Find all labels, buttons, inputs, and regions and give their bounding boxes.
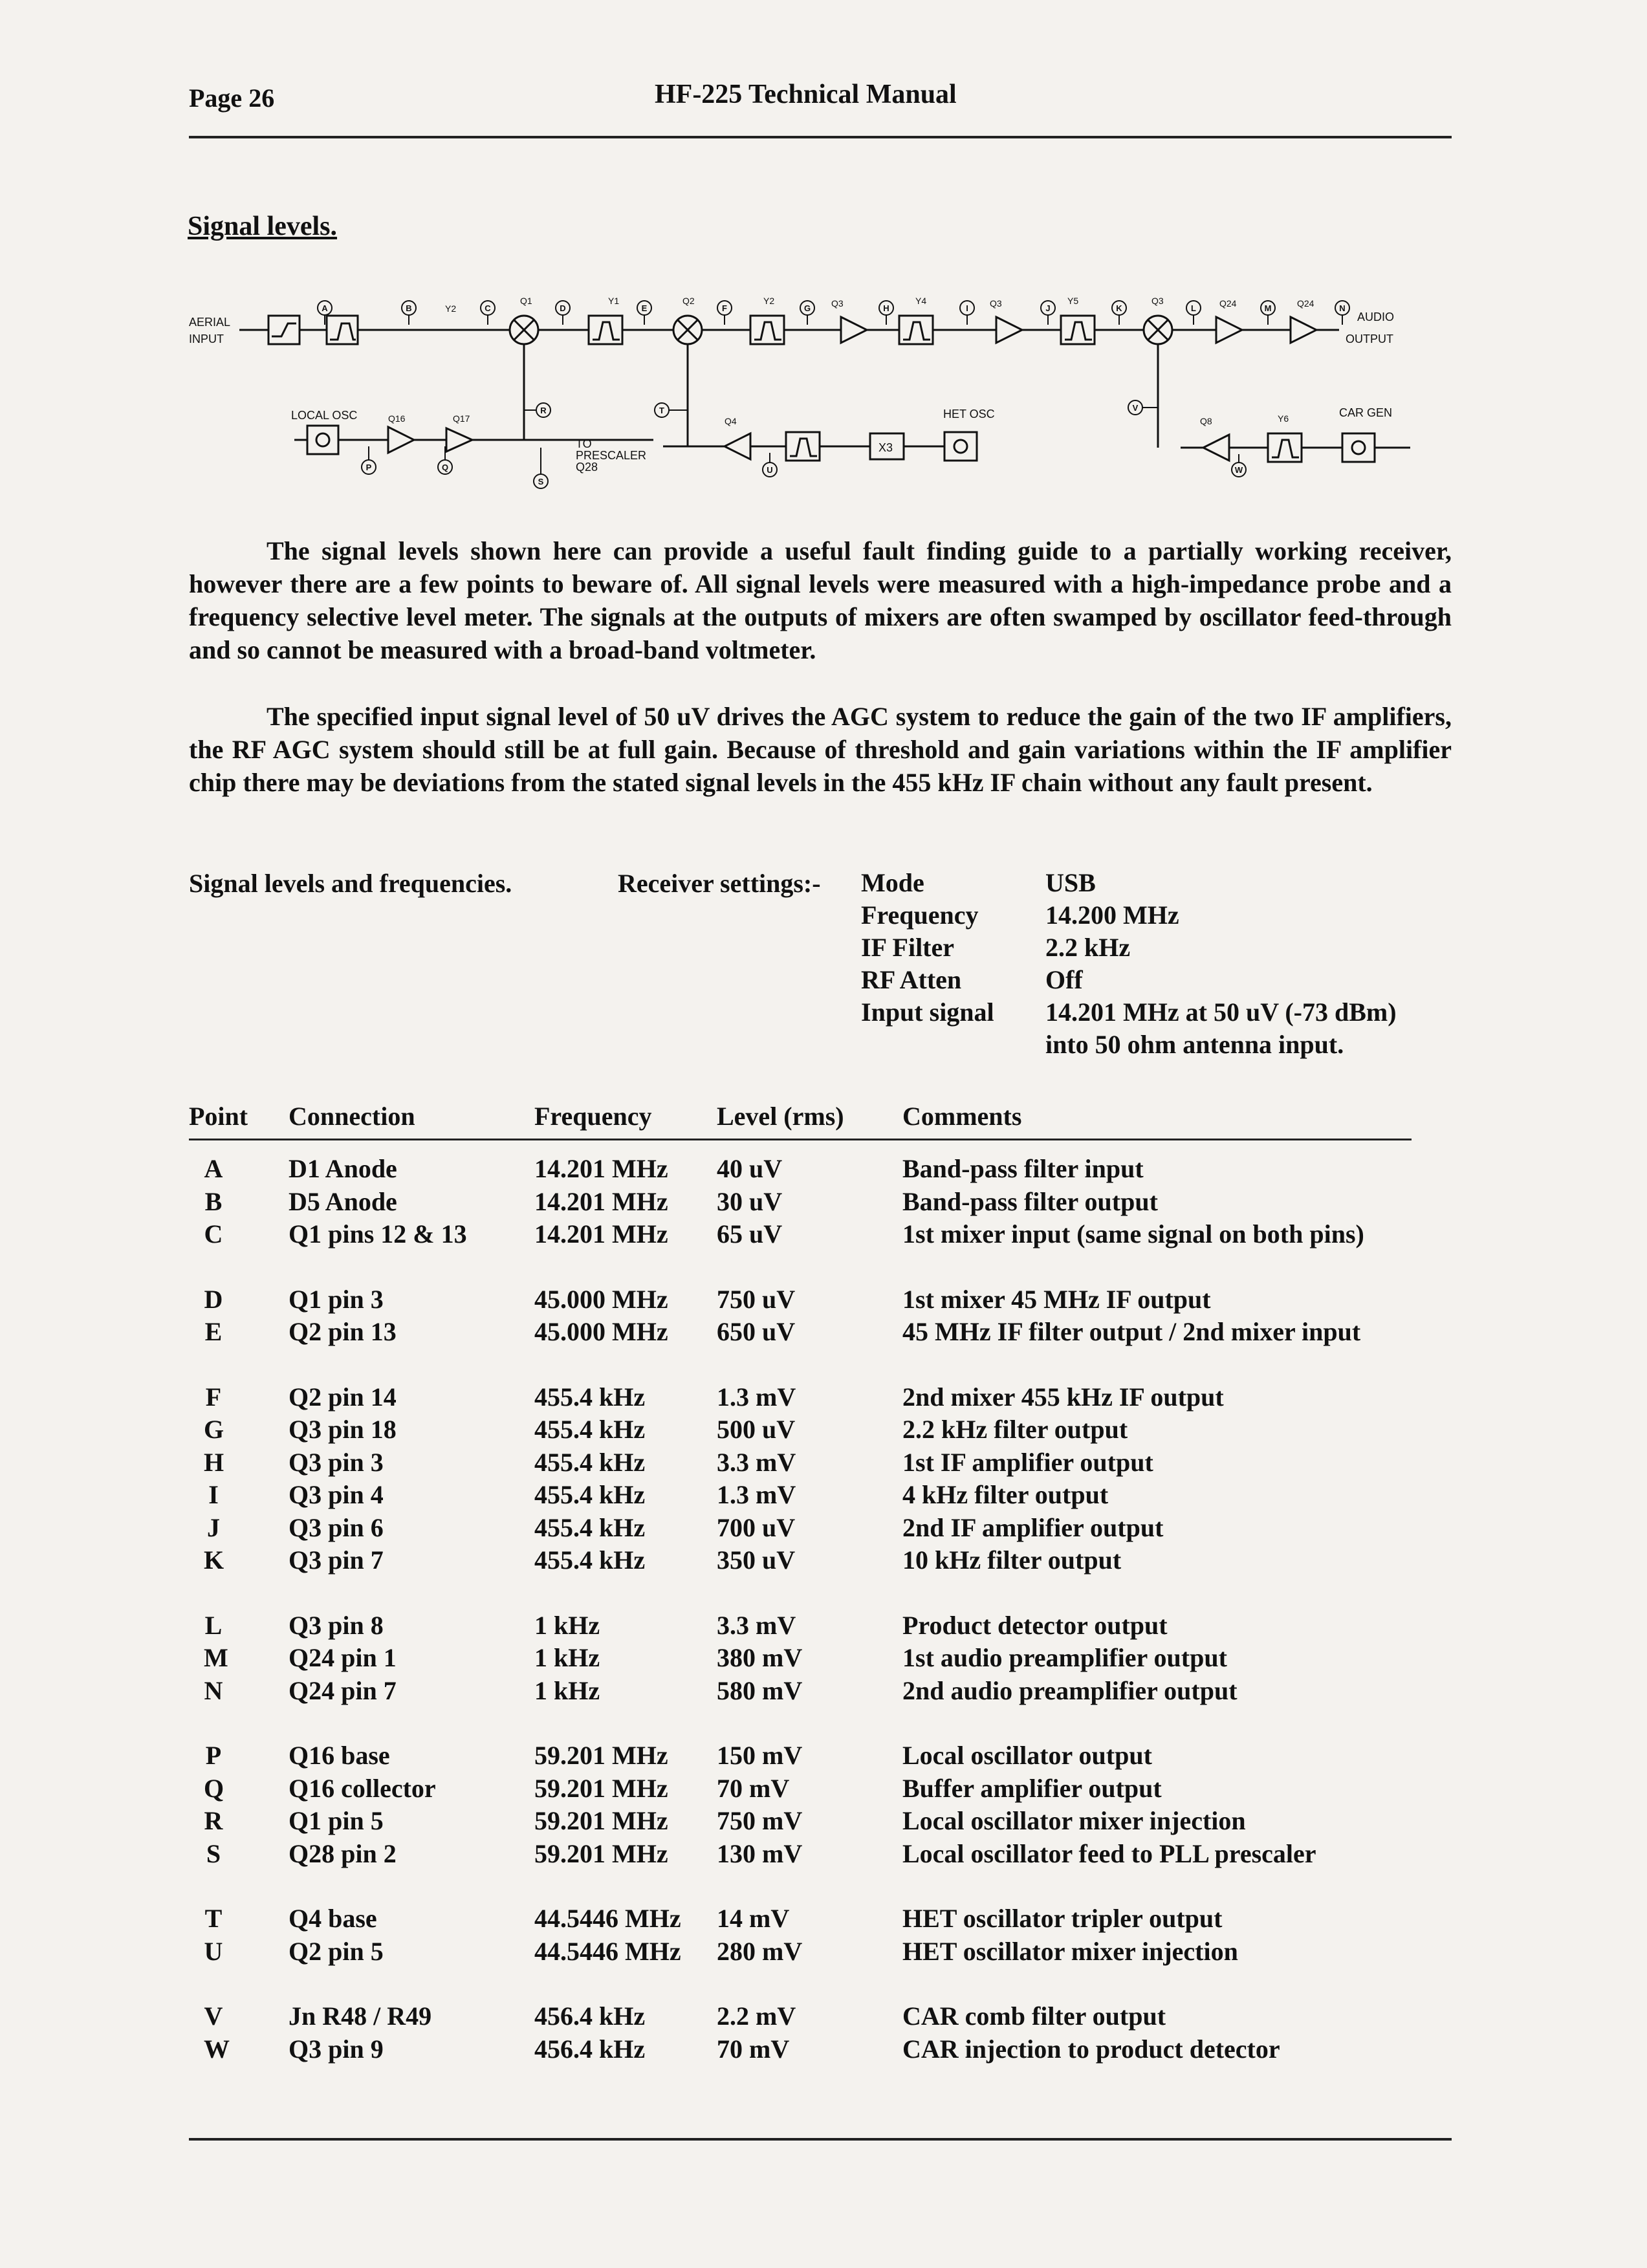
probe-marker (524, 403, 551, 417)
cell-point: K (204, 1545, 224, 1575)
cell-comment: Band-pass filter output (902, 1187, 1158, 1216)
cell-comment: 1st mixer input (same signal on both pins) (902, 1219, 1364, 1248)
component-label: Q2 (682, 296, 695, 306)
probe-label: K (1116, 303, 1122, 313)
cell-comment: Band-pass filter input (902, 1154, 1144, 1183)
cell-level: 2.2 mV (717, 2001, 796, 2031)
cell-level: 650 uV (717, 1317, 796, 1346)
probe-label: D (560, 303, 566, 313)
cell-level: 580 mV (717, 1676, 803, 1705)
cell-point: E (204, 1317, 223, 1346)
cell-comment: 10 kHz filter output (902, 1545, 1122, 1575)
component-label: Q3 (990, 298, 1002, 309)
cell-frequency: 44.5446 MHz (534, 1937, 681, 1966)
cell-point: Q (204, 1774, 224, 1803)
probe-label: Q (441, 463, 449, 472)
cell-connection: D5 Anode (289, 1187, 397, 1216)
cell-connection: Q3 pin 6 (289, 1513, 384, 1542)
table-header-rule (189, 1139, 1412, 1140)
cell-level: 500 uV (717, 1415, 796, 1444)
cell-comment: CAR injection to product detector (902, 2034, 1280, 2064)
cell-point: A (204, 1154, 223, 1183)
cell-comment: 2nd IF amplifier output (902, 1513, 1164, 1542)
cell-point: N (204, 1676, 223, 1705)
cell-frequency: 456.4 kHz (534, 2001, 646, 2031)
cell-frequency: 59.201 MHz (534, 1839, 668, 1868)
cell-connection: Q3 pin 3 (289, 1448, 384, 1477)
cell-point: J (207, 1513, 220, 1542)
cell-connection: Q3 pin 8 (289, 1611, 384, 1640)
cell-comment: 45 MHz IF filter output / 2nd mixer input (902, 1317, 1361, 1346)
cell-level: 1.3 mV (717, 1480, 796, 1509)
col-header-connection: Connection (289, 1102, 415, 1131)
cell-connection: Q24 pin 7 (289, 1676, 397, 1705)
cell-level: 14 mV (717, 1904, 790, 1933)
probe-label: T (659, 406, 664, 415)
audio-output-label: OUTPUT (1346, 333, 1393, 345)
probe-label: F (722, 303, 727, 313)
cell-connection: Q24 pin 1 (289, 1643, 397, 1672)
cell-connection: Q2 pin 14 (289, 1382, 397, 1412)
cell-connection: Q3 pin 7 (289, 1545, 384, 1575)
col-header-frequency: Frequency (534, 1102, 652, 1131)
col-header-level: Level (rms) (717, 1102, 844, 1131)
cell-connection: Q2 pin 5 (289, 1937, 384, 1966)
setting-label: Input signal (861, 998, 994, 1027)
paragraph-text: The signal levels shown here can provide a useful fault finding guide to a partially working receiver, however there are a few points to beware of. All signal levels were measured with a high-impedance probe and a frequency selective level meter. The signals at the outputs of mixers are often swamped by oscillator feed-through and so cannot be measured with a broad-band voltmeter. (189, 536, 1452, 664)
cell-point: L (204, 1611, 223, 1640)
car-gen-label: CAR GEN (1339, 406, 1393, 419)
cell-level: 130 mV (717, 1839, 803, 1868)
component-label: Y2 (763, 296, 775, 306)
aerial-input-label: AERIAL (189, 316, 231, 329)
cell-point: G (204, 1415, 224, 1444)
cell-connection: Q3 pin 4 (289, 1480, 384, 1509)
col-header-point: Point (189, 1102, 248, 1131)
het-osc-label: HET OSC (943, 408, 995, 420)
prescaler-label: TO (576, 437, 592, 450)
cell-comment: CAR comb filter output (902, 2001, 1166, 2031)
intro-paragraph (189, 534, 1452, 666)
cell-level: 3.3 mV (717, 1611, 796, 1640)
cell-frequency: 455.4 kHz (534, 1415, 646, 1444)
receiver-settings-heading: Receiver settings:- (618, 869, 821, 898)
component-label: Y4 (915, 296, 927, 306)
cell-frequency: 14.201 MHz (534, 1187, 668, 1216)
cell-frequency: 59.201 MHz (534, 1806, 668, 1835)
cell-connection: Q3 pin 9 (289, 2034, 384, 2064)
setting-label: Mode (861, 868, 924, 897)
probe-label: L (1191, 303, 1196, 313)
component-label: Y2 (445, 303, 457, 314)
cell-point: S (206, 1839, 221, 1868)
footer-rule (189, 2138, 1452, 2141)
probe-label: E (641, 303, 648, 313)
cell-point: F (205, 1382, 222, 1412)
local-osc-label: LOCAL OSC (291, 409, 358, 422)
cell-level: 750 uV (717, 1285, 796, 1314)
probe-label: I (966, 303, 968, 313)
cell-point: P (205, 1741, 222, 1770)
setting-value: 14.200 MHz (1045, 900, 1179, 930)
cell-frequency: 455.4 kHz (534, 1448, 646, 1477)
component-label: Y1 (608, 296, 620, 306)
cell-frequency: 45.000 MHz (534, 1285, 668, 1314)
cell-frequency: 455.4 kHz (534, 1480, 646, 1509)
setting-value: 14.201 MHz at 50 uV (-73 dBm) (1045, 998, 1397, 1027)
cell-connection: Q28 pin 2 (289, 1839, 397, 1868)
cell-frequency: 44.5446 MHz (534, 1904, 681, 1933)
component-label: Q24 (1219, 298, 1237, 309)
cell-connection: Q1 pin 5 (289, 1806, 384, 1835)
cell-level: 30 uV (717, 1187, 783, 1216)
cell-comment: 1st IF amplifier output (902, 1448, 1153, 1477)
probe-label: J (1045, 303, 1051, 313)
probe-label: R (540, 406, 547, 415)
cell-point: V (204, 2001, 223, 2031)
setting-label: IF Filter (861, 933, 955, 962)
prescaler-label: Q28 (576, 461, 598, 474)
cell-comment: HET oscillator tripler output (902, 1904, 1223, 1933)
setting-label: RF Atten (861, 965, 962, 994)
cell-frequency: 1 kHz (534, 1676, 600, 1705)
cell-connection: Q16 collector (289, 1774, 436, 1803)
receiver-block-diagram (181, 278, 1449, 498)
cell-level: 70 mV (717, 1774, 790, 1803)
cell-frequency: 14.201 MHz (534, 1154, 668, 1183)
cell-comment: 1st mixer 45 MHz IF output (902, 1285, 1211, 1314)
section-title: Signal levels. (188, 212, 338, 241)
cell-point: U (204, 1937, 223, 1966)
component-label: Q8 (1200, 416, 1212, 426)
cell-frequency: 45.000 MHz (534, 1317, 668, 1346)
document-title: HF-225 Technical Manual (655, 80, 957, 109)
component-label: Q24 (1297, 298, 1314, 309)
cell-frequency: 1 kHz (534, 1611, 600, 1640)
cell-point: B (204, 1187, 223, 1216)
probe-label: W (1234, 465, 1243, 475)
cell-connection: Q4 base (289, 1904, 377, 1933)
probe-label: M (1264, 303, 1272, 313)
cell-connection: Q2 pin 13 (289, 1317, 397, 1346)
cell-comment: HET oscillator mixer injection (902, 1937, 1238, 1966)
cell-point: I (208, 1480, 219, 1509)
cell-level: 380 mV (717, 1643, 803, 1672)
cell-point: R (204, 1806, 223, 1835)
cell-level: 1.3 mV (717, 1382, 796, 1412)
cell-comment: 1st audio preamplifier output (902, 1643, 1227, 1672)
cell-frequency: 59.201 MHz (534, 1741, 668, 1770)
cell-frequency: 455.4 kHz (534, 1382, 646, 1412)
cell-frequency: 455.4 kHz (534, 1513, 646, 1542)
cell-level: 3.3 mV (717, 1448, 796, 1477)
cell-comment: Product detector output (902, 1611, 1168, 1640)
cell-connection: Q16 base (289, 1741, 390, 1770)
probe-label: B (406, 303, 412, 313)
cell-comment: 2nd mixer 455 kHz IF output (902, 1382, 1224, 1412)
probe-label: U (767, 465, 773, 475)
setting-value: USB (1045, 868, 1096, 897)
agc-paragraph (189, 700, 1452, 799)
probe-label: N (1339, 303, 1346, 313)
cell-comment: 2.2 kHz filter output (902, 1415, 1128, 1444)
cell-frequency: 1 kHz (534, 1643, 600, 1672)
cell-point: H (204, 1448, 224, 1477)
col-header-comments: Comments (902, 1102, 1022, 1131)
cell-point: C (204, 1219, 223, 1248)
cell-level: 350 uV (717, 1545, 796, 1575)
cell-frequency: 456.4 kHz (534, 2034, 646, 2064)
paragraph-text: The specified input signal level of 50 uV drives the AGC system to reduce the gain of the two IF amplifiers, the RF AGC system should still be at full gain. Because of threshold and gain variations within the IF amplifier chip there may be deviations from the stated signal levels in the 455 kHz IF chain without any fault present. (189, 702, 1452, 797)
cell-connection: Jn R48 / R49 (289, 2001, 432, 2031)
cell-comment: Buffer amplifier output (902, 1774, 1162, 1803)
cell-point: W (204, 2034, 230, 2064)
cell-level: 700 uV (717, 1513, 796, 1542)
cell-connection: Q1 pins 12 & 13 (289, 1219, 467, 1248)
cell-frequency: 59.201 MHz (534, 1774, 668, 1803)
component-label: Y5 (1067, 296, 1079, 306)
cell-point: D (204, 1285, 223, 1314)
probe-label: G (803, 303, 811, 313)
cell-level: 750 mV (717, 1806, 803, 1835)
component-label: Q1 (520, 296, 532, 306)
header-rule (189, 136, 1452, 138)
cell-level: 65 uV (717, 1219, 783, 1248)
probe-label: A (322, 303, 328, 313)
probe-label: C (485, 303, 491, 313)
component-label: Q3 (831, 298, 844, 309)
audio-output-label: AUDIO (1357, 311, 1395, 323)
setting-value-cont: into 50 ohm antenna input. (1045, 1030, 1344, 1059)
cell-connection: Q1 pin 3 (289, 1285, 384, 1314)
component-label: Q4 (725, 416, 737, 426)
aerial-input-label: INPUT (189, 333, 224, 345)
cell-comment: 4 kHz filter output (902, 1480, 1109, 1509)
component-label: Q17 (453, 413, 470, 424)
prescaler-label: PRESCALER (576, 449, 647, 462)
cell-point: T (204, 1904, 223, 1933)
cell-comment: Local oscillator feed to PLL prescaler (902, 1839, 1316, 1868)
probe-label: H (883, 303, 889, 313)
signal-levels-heading: Signal levels and frequencies. (189, 869, 512, 898)
cell-level: 280 mV (717, 1937, 803, 1966)
component-label: Y6 (1278, 413, 1289, 424)
setting-value: Off (1045, 965, 1083, 994)
probe-label: V (1132, 403, 1139, 413)
tripler-label: X3 (878, 441, 893, 454)
cell-comment: 2nd audio preamplifier output (902, 1676, 1238, 1705)
probe-label: P (365, 463, 372, 472)
page-number: Page 26 (189, 83, 275, 113)
probe-label: S (538, 477, 544, 486)
cell-level: 40 uV (717, 1154, 783, 1183)
setting-value: 2.2 kHz (1045, 933, 1131, 962)
component-label: Q3 (1151, 296, 1164, 306)
setting-label: Frequency (861, 900, 979, 930)
cell-comment: Local oscillator output (902, 1741, 1152, 1770)
component-label: Q16 (388, 413, 406, 424)
cell-frequency: 455.4 kHz (534, 1545, 646, 1575)
cell-connection: Q3 pin 18 (289, 1415, 397, 1444)
cell-comment: Local oscillator mixer injection (902, 1806, 1246, 1835)
cell-level: 70 mV (717, 2034, 790, 2064)
cell-connection: D1 Anode (289, 1154, 397, 1183)
cell-level: 150 mV (717, 1741, 803, 1770)
cell-frequency: 14.201 MHz (534, 1219, 668, 1248)
cell-point: M (204, 1643, 228, 1672)
